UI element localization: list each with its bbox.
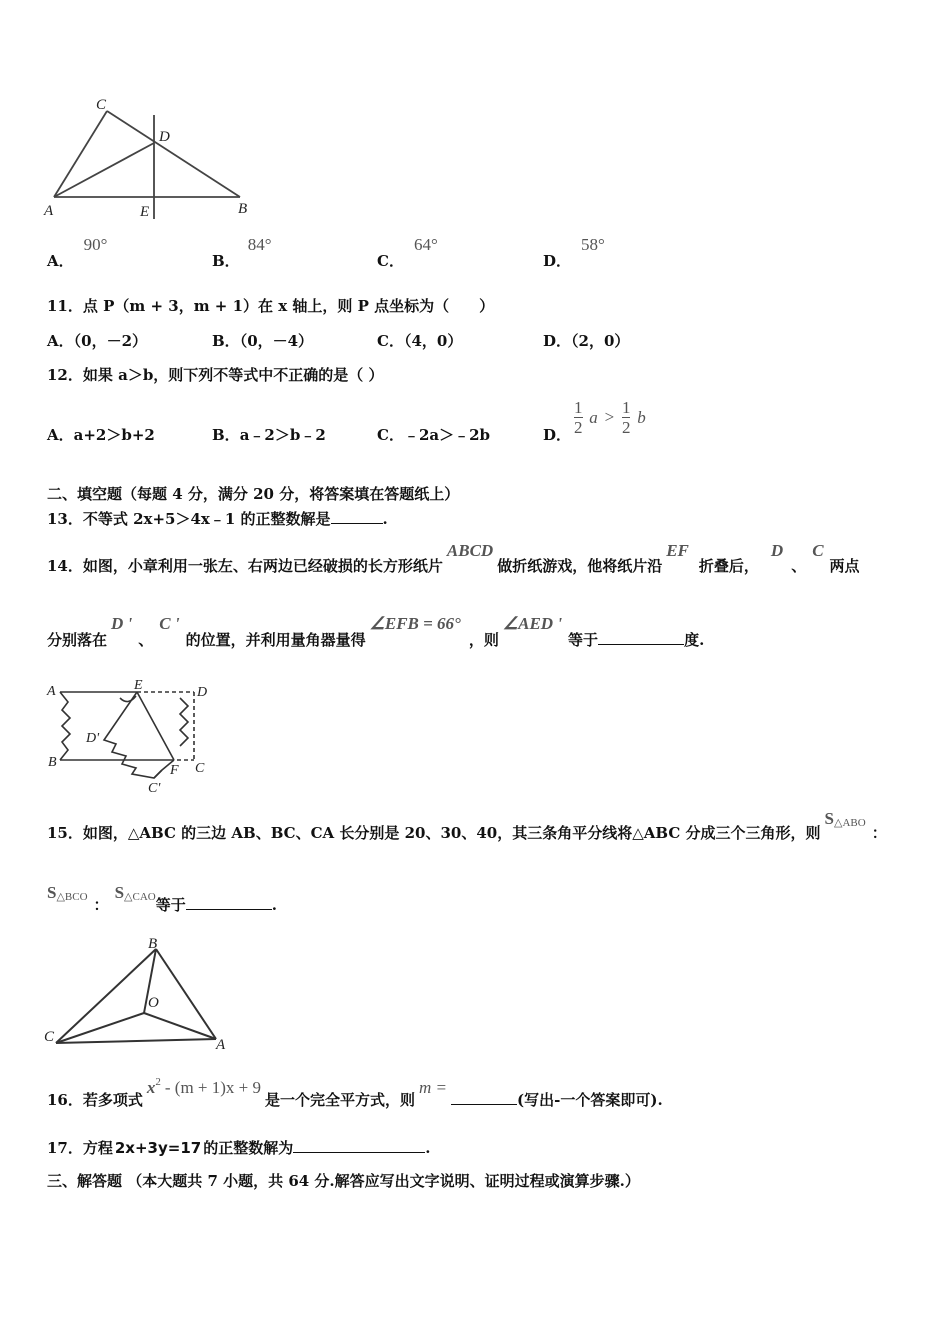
label-c-prime: C': [148, 781, 161, 796]
q15-blank[interactable]: [186, 895, 272, 910]
figure-triangle-abc-bisectors: [40, 933, 240, 1058]
q11-stem: 11．点 P（m + 3，m + 1）在 x 轴上，则 P 点坐标为（ ）: [47, 297, 495, 315]
q16-blank[interactable]: [451, 1090, 517, 1105]
q17: 17．方程 2x+3y=17 的正整数解为 .: [47, 1139, 431, 1157]
q12-option-a: A．a+2＞b+2: [47, 426, 155, 444]
q15-line2: S△BCO ：S△CAO等于 .: [47, 883, 277, 914]
q11-option-d: D．（2，0）: [543, 332, 630, 350]
label-b: B: [48, 755, 57, 770]
label-a: A: [216, 1037, 226, 1053]
q10-option-b: B．84°: [212, 235, 272, 270]
label-c: C: [195, 761, 205, 776]
label-b: B: [148, 936, 158, 952]
q14-line2: 分别落在D '、C '的位置，并利用量角器量得∠EFB = 66°，则∠AED '等于 度.: [47, 614, 705, 649]
label-c: C: [96, 97, 107, 113]
q12-option-d: D．: [543, 426, 572, 444]
figure-triangle-abc: [40, 95, 270, 225]
label-e: E: [140, 204, 150, 220]
q13-blank[interactable]: [331, 509, 383, 524]
q16: 16．若多项式$x^2 - (m + 1)x + 9$是一个完全平方式，则m =(写出-一个答案即可).: [47, 1076, 663, 1109]
q14-blank[interactable]: [598, 630, 684, 645]
q14-line1: 14．如图，小章利用一张左、右两边已经破损的长方形纸片ABCD做折纸游戏，他将纸片沿EF折叠后，D、C两点: [47, 541, 860, 575]
label-o: O: [148, 995, 159, 1011]
label-c: C: [44, 1029, 55, 1045]
label-a: A: [47, 684, 56, 699]
section-3-heading: 三、解答题 （本大题共 7 小题，共 64 分.解答应写出文字说明、证明过程或演算步骤.）: [47, 1172, 640, 1190]
label-f: F: [170, 763, 179, 778]
q10-option-d: D．58°: [543, 235, 605, 270]
label-a: A: [44, 203, 54, 219]
q12-option-c: C．﹣2a＞﹣2b: [377, 426, 491, 444]
q10-option-c: C．64°: [377, 235, 438, 270]
q11-option-a: A．（0，－2）: [47, 332, 148, 350]
label-d: D: [159, 129, 170, 145]
label-e: E: [134, 678, 143, 693]
q17-blank[interactable]: [293, 1138, 425, 1153]
q12-option-b: B．a﹣2＞b﹣2: [212, 426, 326, 444]
q11-option-c: C．（4，0）: [377, 332, 463, 350]
figure-folded-rectangle: [42, 678, 222, 798]
label-b: B: [238, 201, 248, 217]
q10-option-a: A．90°: [47, 235, 108, 270]
label-d-prime: D': [86, 731, 100, 746]
q12-stem: 12．如果 a＞b，则下列不等式中不正确的是（ ）: [47, 366, 384, 384]
section-2-heading: 二、填空题（每题 4 分，满分 20 分，将答案填在答题纸上）: [47, 485, 460, 503]
q15-line1: 15．如图，△ABC 的三边 AB、BC、CA 长分别是 20、30、40，其三条角平分线将△ABC 分成三个三角形，则S△ABO：: [47, 809, 887, 842]
label-d: D: [197, 685, 208, 700]
q12-d-expression: $\frac{1}{2}$ a > $\frac{1}{2}$ b: [574, 398, 646, 437]
q11-option-b: B．（0，－4）: [212, 332, 314, 350]
q13: 13．不等式 2x+5＞4x﹣1 的正整数解是 .: [47, 510, 388, 528]
